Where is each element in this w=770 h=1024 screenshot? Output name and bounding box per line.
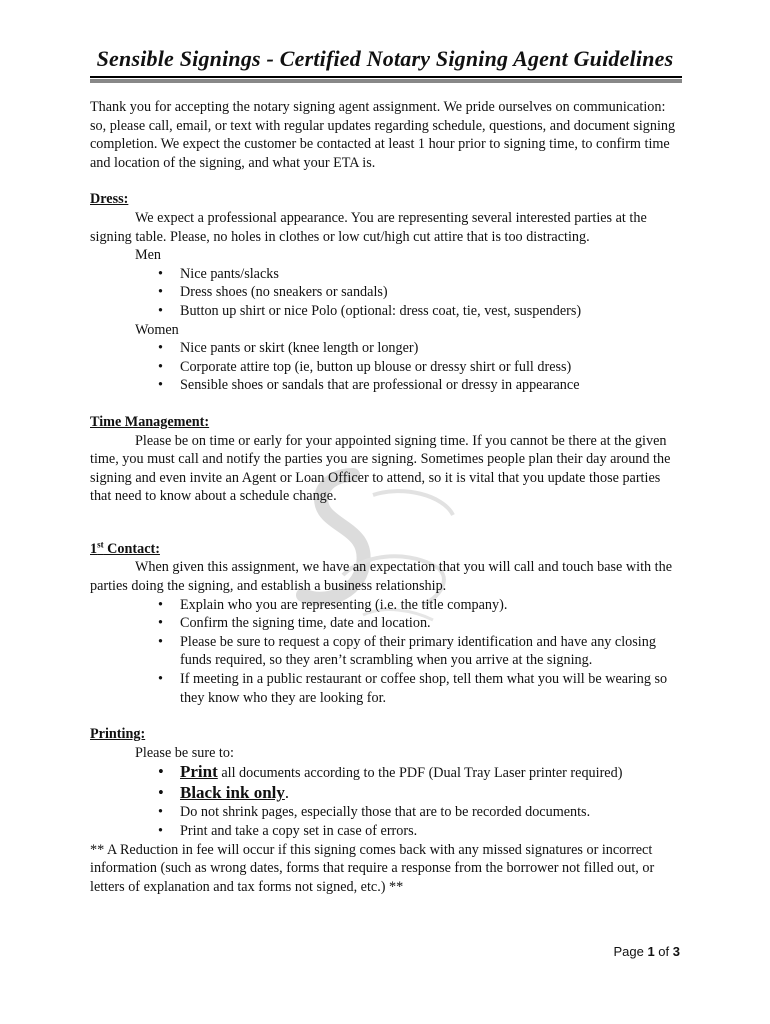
time-management-text: Please be on time or early for your appointed signing time. If you cannot be there at the given time, you must call and notify the parties you are signing. Sometimes people plan their day around the signing and even invite an Agent or Loan Officer to attend, so it is vital that you update those parties that need to know about a schedule change. xyxy=(90,432,671,505)
printing-heading: Printing: xyxy=(90,726,146,743)
list-item: • Corporate attire top (ie, button up blouse or dressy shirt or full dress) xyxy=(180,358,680,377)
first-contact-list xyxy=(90,596,680,708)
page-current: 1 xyxy=(647,944,655,959)
page-label: Page xyxy=(613,944,644,959)
men-label: Men xyxy=(135,247,162,264)
list-item: • Print and take a copy set in case of errors. xyxy=(180,822,680,841)
fee-reduction-note: ** A Reduction in fee will occur if this signing comes back with any missed signatures or incorrect information (such as wrong dates, forms that require a response from the borrower not filled out, or letters of explanation and tax forms not signed, etc.) ** xyxy=(90,841,655,895)
dress-heading: Dress: xyxy=(90,191,129,208)
list-item: • Confirm the signing time, date and location. xyxy=(180,614,680,633)
list-item xyxy=(180,762,680,783)
black-ink-end: . xyxy=(284,783,289,803)
time-management-heading: Time Management: xyxy=(90,413,210,430)
black-ink-emphasis: Black ink only xyxy=(180,783,285,803)
list-item: • Sensible shoes or sandals that are professional or dressy in appearance xyxy=(180,376,680,395)
print-emphasis: Print xyxy=(180,762,218,782)
list-item xyxy=(180,783,680,803)
page-title: Sensible Signings - Certified Notary Signing Agent Guidelines xyxy=(96,46,674,71)
page-of: of xyxy=(658,944,670,959)
list-item: • Nice pants/slacks xyxy=(180,265,680,284)
printing-list xyxy=(90,762,680,840)
page-total: 3 xyxy=(672,944,680,959)
women-label: Women xyxy=(135,321,179,338)
list-item: • Explain who you are representing (i.e. the title company). xyxy=(180,596,680,615)
first-contact-num: 1 xyxy=(90,540,98,557)
men-list xyxy=(90,265,680,321)
women-list xyxy=(90,339,680,395)
print-rest: all documents according to the PDF (Dual Tray Laser printer required) xyxy=(217,765,623,782)
list-item: • If meeting in a public restaurant or coffee shop, tell them what you will be wearing so they know who they are looking for. xyxy=(180,670,680,707)
list-item: • Do not shrink pages, especially those that are to be recorded documents. xyxy=(180,803,680,822)
first-contact-label: Contact: xyxy=(103,540,160,557)
document-body xyxy=(90,98,680,896)
first-contact-heading xyxy=(90,540,680,559)
list-item: • Please be sure to request a copy of their primary identification and have any closing funds required, so they aren’t scrambling when you arrive at the signing. xyxy=(180,633,680,670)
printing-lead: Please be sure to: xyxy=(135,744,234,761)
first-contact-sup: st xyxy=(97,539,104,550)
first-contact-text: When given this assignment, we have an expectation that you will call and touch base with the parties doing the signing, and establish a business relationship. xyxy=(90,559,673,595)
intro-paragraph: Thank you for accepting the notary signing agent assignment. We pride ourselves on communication: so, please call, email, or text with regular updates regarding schedule, questions, and document signing completion. We expect the customer be contacted at least 1 hour prior to signing time, to confirm time and location of the signing, and what your ETA is. xyxy=(90,99,676,171)
page-number xyxy=(613,944,680,959)
list-item: • Button up shirt or nice Polo (optional: dress coat, tie, vest, suspenders) xyxy=(180,302,680,321)
title-rule-shadow xyxy=(90,79,682,83)
title-rule xyxy=(90,76,682,78)
list-item: • Dress shoes (no sneakers or sandals) xyxy=(180,283,680,302)
list-item: • Nice pants or skirt (knee length or longer) xyxy=(180,339,680,358)
dress-text: We expect a professional appearance. You are representing several interested parties at the signing table. Please, no holes in clothes or low cut/high cut attire that is too distracting. xyxy=(90,209,647,245)
